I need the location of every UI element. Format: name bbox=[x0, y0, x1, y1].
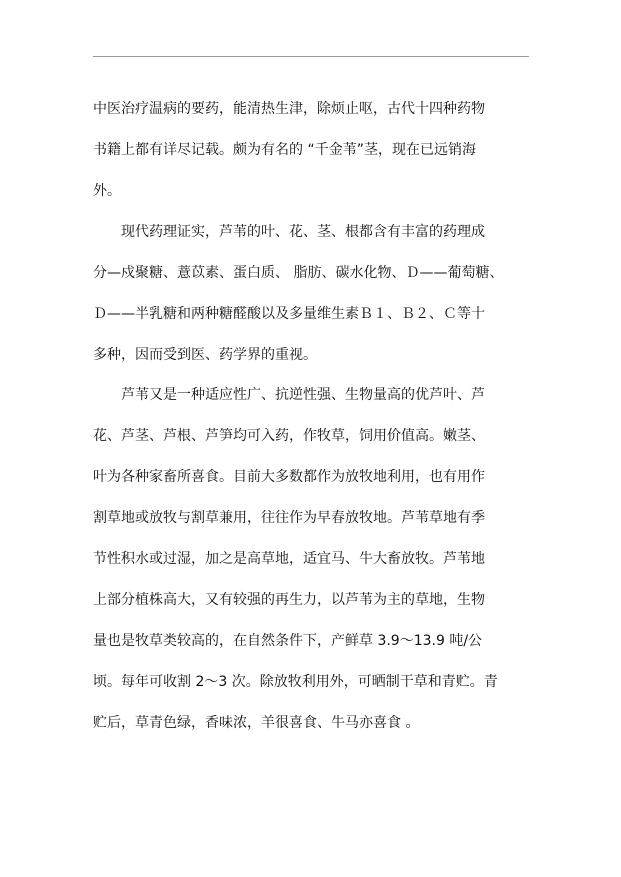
header-rule bbox=[93, 56, 529, 57]
text-line: Ｄ——半乳糖和两种糖醛酸以及多量维生素Ｂ１、Ｂ２、Ｃ等十 bbox=[93, 306, 485, 322]
text-line: 叶为各种家畜所喜食。目前大多数都作为放牧地利用，也有用作 bbox=[93, 469, 485, 485]
text-line: 外。 bbox=[93, 183, 121, 199]
text-line: 顷。每年可收割 2～3 次。除放牧利用外，可晒制干草和青贮。青 bbox=[93, 674, 498, 690]
text-line: 上部分植株高大，又有较强的再生力，以芦苇为主的草地，生物 bbox=[93, 592, 485, 608]
text-line: 贮后，草青色绿，香味浓，羊很喜食、牛马亦喜食 。 bbox=[93, 715, 420, 731]
text-line: 多种，因而受到医、药学界的重视。 bbox=[93, 347, 317, 363]
text-line: 分—戍聚糖、薏苡素、蛋白质、 脂肪、碳水化物、Ｄ——葡萄糖、 bbox=[93, 265, 504, 281]
text-line: 节性积水或过湿，加之是高草地，适宜马、牛大畜放牧。芦苇地 bbox=[93, 551, 485, 567]
text-line: 现代药理证实，芦苇的叶、花、茎、根都含有丰富的药理成 bbox=[121, 224, 485, 240]
text-line: 芦苇又是一种适应性广、抗逆性强、生物量高的优芦叶、芦 bbox=[121, 387, 485, 403]
text-line: 量也是牧草类较高的，在自然条件下，产鲜草 3.9～13.9 吨/公 bbox=[93, 633, 483, 649]
text-line: 割草地或放牧与割草兼用，往往作为早春放牧地。芦苇草地有季 bbox=[93, 510, 485, 526]
text-line: 书籍上都有详尽记载。颇为有名的 “千金苇”茎，现在已远销海 bbox=[93, 142, 476, 158]
text-line: 中医治疗温病的要药，能清热生津，除烦止呕，古代十四种药物 bbox=[93, 101, 485, 117]
text-line: 花、芦茎、芦根、芦笋均可入药，作牧草，饲用价值高。嫩茎、 bbox=[93, 428, 485, 444]
